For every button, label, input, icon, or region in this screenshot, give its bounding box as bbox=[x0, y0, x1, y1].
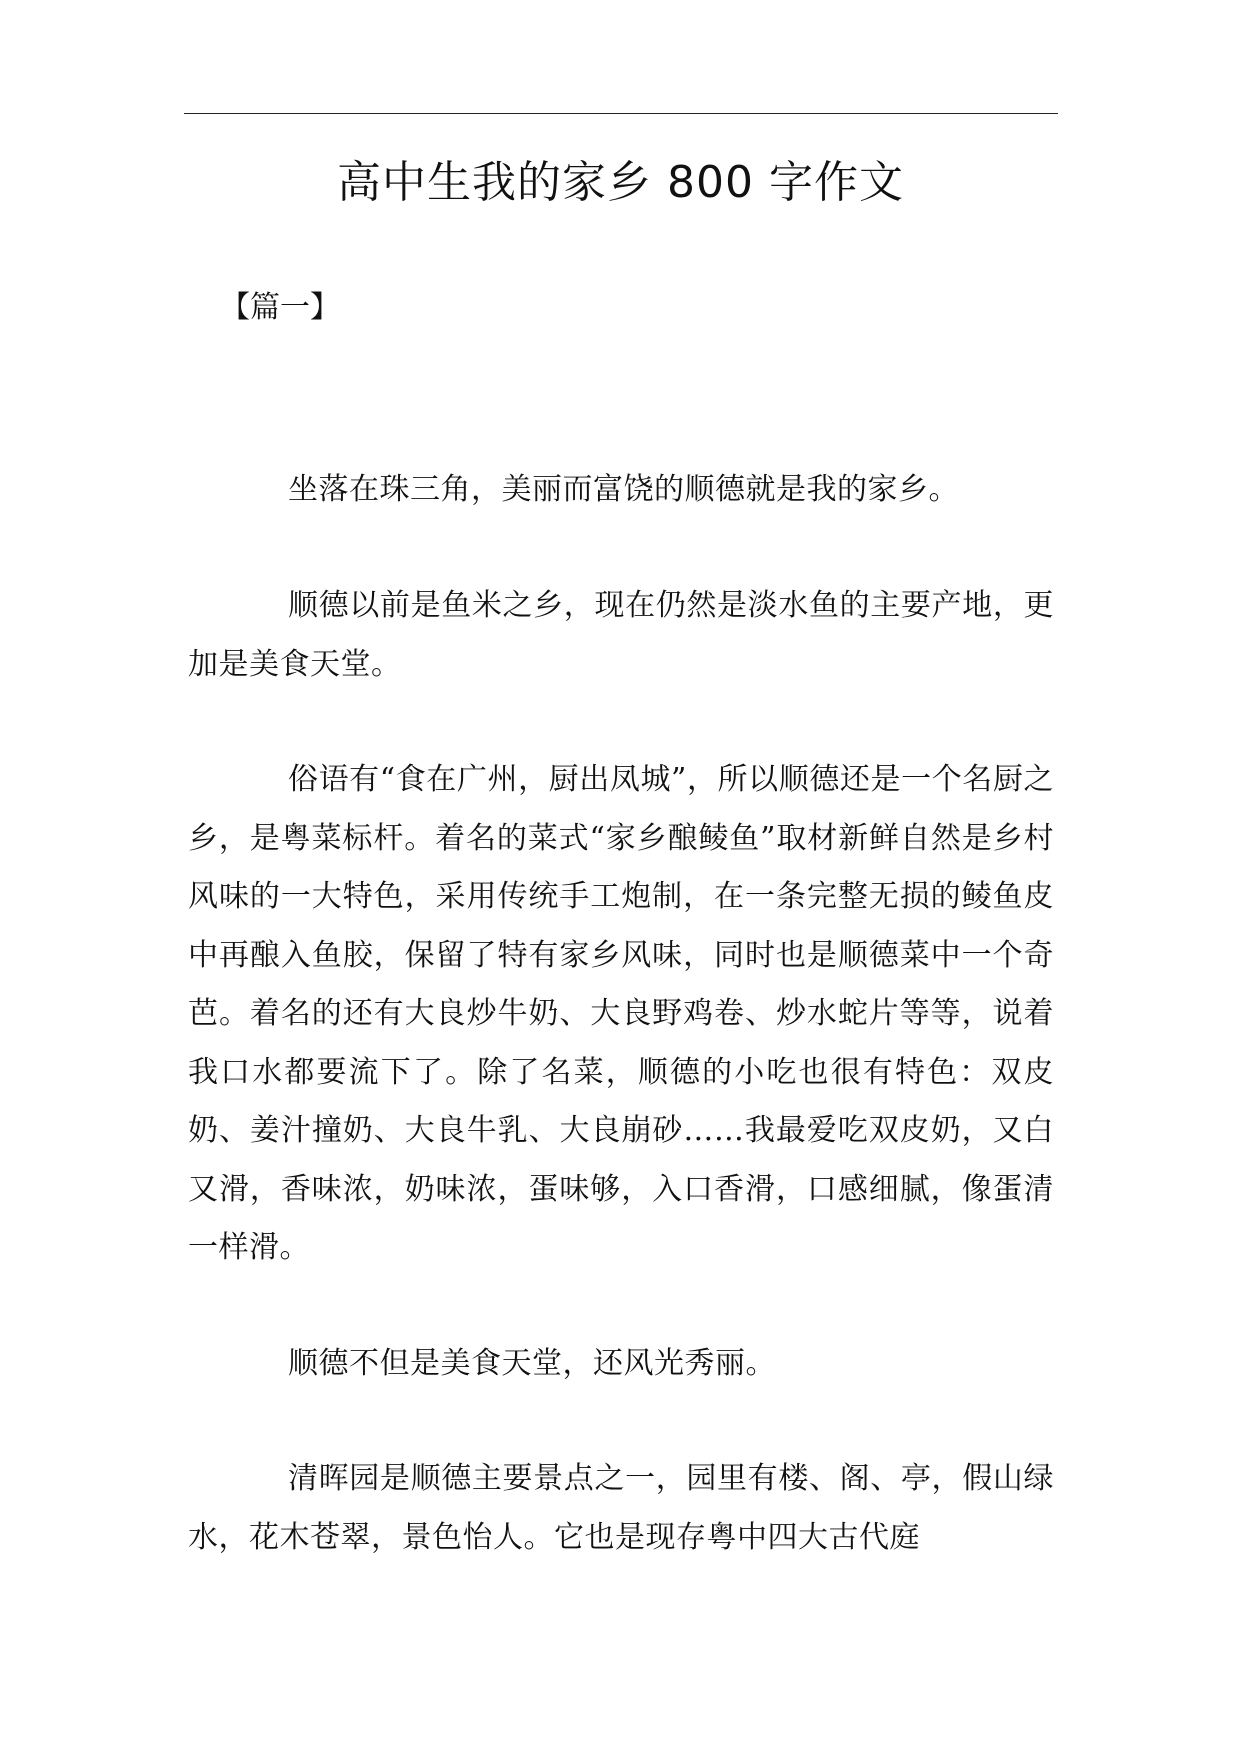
header-rule bbox=[184, 113, 1058, 114]
paragraph-1: 坐落在珠三角，美丽而富饶的顺德就是我的家乡。 bbox=[288, 472, 959, 507]
paragraph-4: 顺德不但是美食天堂，还风光秀丽。 bbox=[288, 1346, 776, 1381]
paragraph-3: 俗语有“食在广州，厨出凤城”，所以顺德还是一个名厨之乡，是粤菜标杆。着名的菜式“家乡酿鲮鱼”取材新鲜自然是乡村风味的一大特色，采用传统手工炮制，在一条完整无损的鲮鱼皮中再酿入鱼胶，保留了特有家乡风味，同时也是顺德菜中一个奇芭。着名的还有大良炒牛奶、大良野鸡卷、炒水蛇片等等，说着我口水都要流下了。除了名菜，顺德的小吃也很有特色：双皮奶、姜汁撞奶、大良牛乳、大良崩砂……我最爱吃双皮奶，又白又滑，香味浓，奶味浓，蛋味够，入口香滑，口感细腻，像蛋清一样滑。 bbox=[188, 762, 1054, 1265]
section-label: 【篇一】 bbox=[220, 290, 340, 325]
paragraph-5: 清晖园是顺德主要景点之一，园里有楼、阁、亭，假山绿水，花木苍翠，景色怡人。它也是现存粤中四大古代庭 bbox=[188, 1461, 1054, 1555]
paragraph-2: 顺德以前是鱼米之乡，现在仍然是淡水鱼的主要产地，更加是美食天堂。 bbox=[188, 588, 1054, 682]
document-title: 高中生我的家乡 800 字作文 bbox=[337, 157, 904, 208]
